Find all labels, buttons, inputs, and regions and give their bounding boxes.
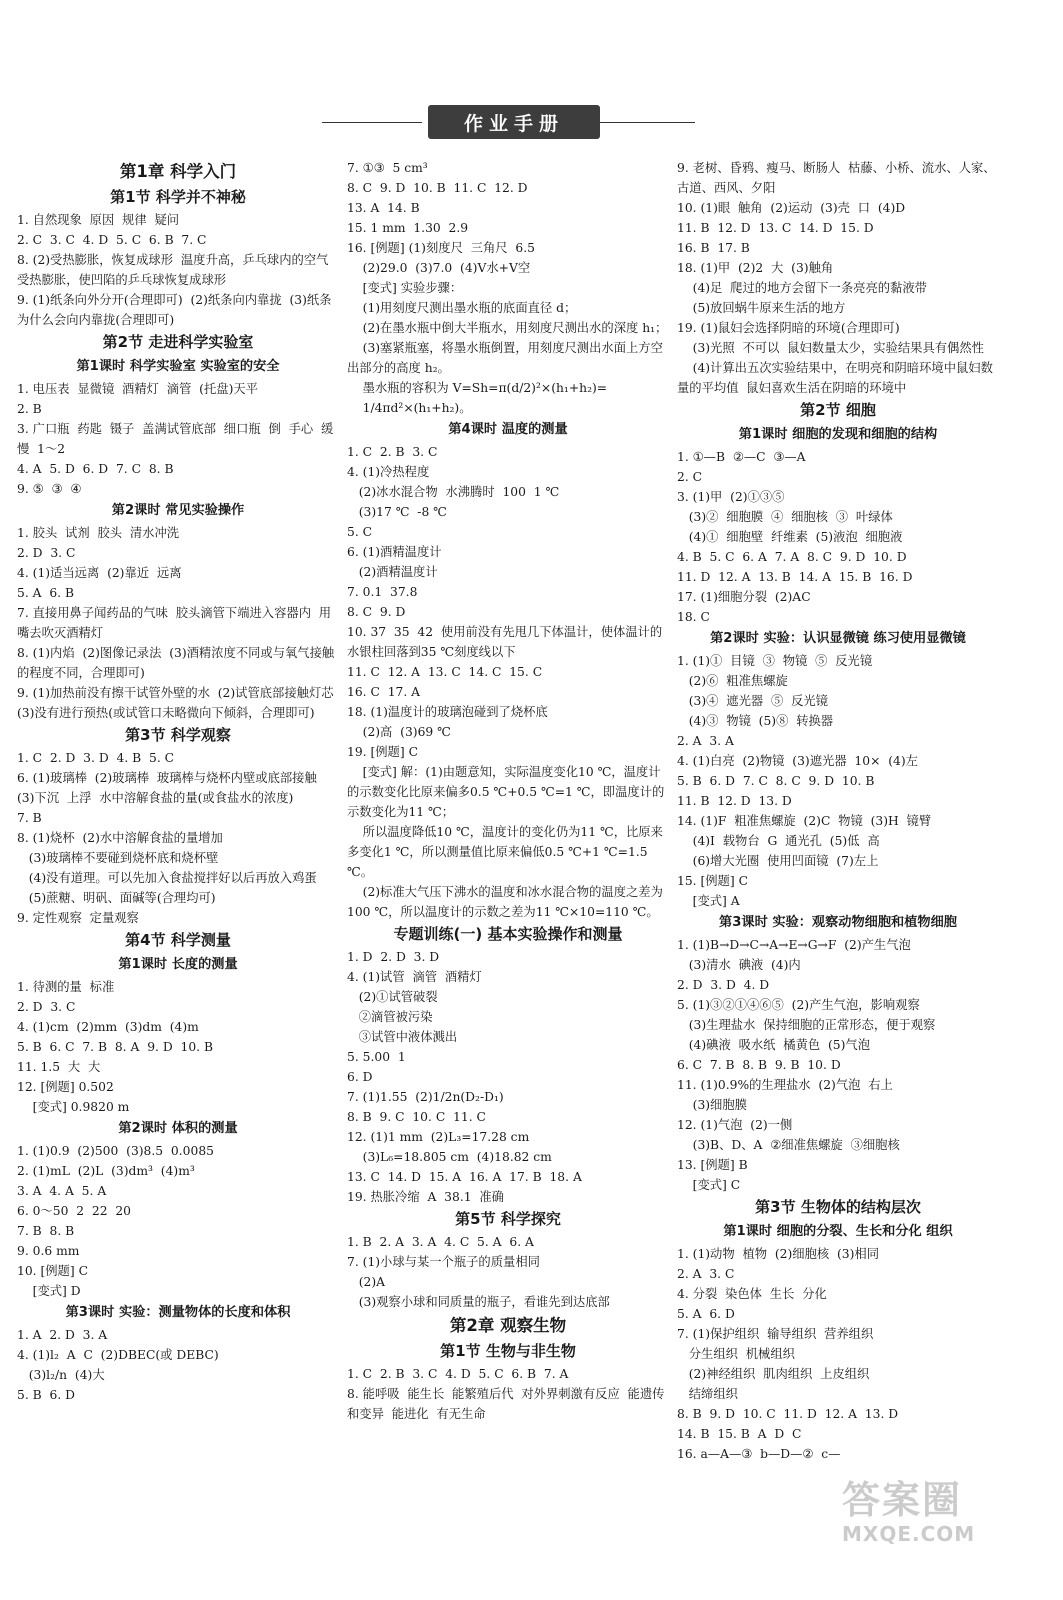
answer-line: (3)17 ℃ -8 ℃ [347,505,447,519]
lesson-heading: 第3课时 实验：测量物体的长度和体积 [65,1305,291,1320]
section-heading: 专题训练(一) 基本实验操作和测量 [393,925,623,943]
answer-line: 9. ⑤ ③ ④ [17,482,82,496]
answer-line: 1. 自然现象 原因 规律 疑问 [17,213,180,227]
answer-line: 19. 热胀冷缩 A 38.1 准确 [347,1190,504,1204]
answer-line: (4)足 爬过的地方会留下一条亮亮的黏液带 [677,281,927,295]
section-heading: 第5节 科学探究 [455,1210,561,1228]
answer-line: 1. C 2. D 3. D 4. B 5. C [17,751,175,765]
section-heading: 第3节 生物体的结构层次 [755,1198,921,1216]
answer-line: (3)④ 遮光器 ⑤ 反光镜 [677,694,828,708]
answer-line: (2)冰水混合物 水沸腾时 100 1 ℃ [347,485,560,499]
answer-line: 2. C [677,470,703,484]
lesson-heading: 第3课时 实验：观察动物细胞和植物细胞 [719,915,957,930]
answer-line: ③试管中液体溅出 [347,1030,458,1044]
answer-line: 1. C 2. B 3. C 4. D 5. C 6. B 7. A [347,1367,569,1381]
answer-line: 16. [例题] (1)刻度尺 三角尺 6.5 [347,241,535,255]
answer-line: 1. (1)① 目镜 ③ 物镜 ⑤ 反光镜 [677,654,873,668]
answer-line: 2. C 3. C 4. D 5. C 6. B 7. C [17,233,207,247]
answer-line: 7. ①③ 5 cm³ [347,161,428,175]
answer-line: 18. (1)甲 (2)2 大 (3)触角 [677,261,834,275]
banner-rule-right [600,122,695,123]
answer-line: 3. 广口瓶 药匙 镊子 盖满试管底部 细口瓶 倒 手心 缓慢 1～2 [17,422,334,456]
answer-line: 7. 0.1 37.8 [347,585,418,599]
answer-line: 18. (1)温度计的玻璃泡碰到了烧杯底 [347,705,548,719]
answer-line: 1. A 2. D 3. A [17,1328,108,1342]
answer-line: 6. D [347,1070,373,1084]
answer-line: 11. 1.5 大 大 [17,1060,101,1074]
answer-line: 2. D 3. C [17,546,76,560]
answer-line: 11. D 12. A 13. B 14. A 15. B 16. D [677,570,913,584]
answer-line: 5. A 6. B [17,586,75,600]
answer-line: 7. (1)小球与某一个瓶子的质量相同 [347,1255,540,1269]
answer-line: (4)① 细胞壁 纤维素 (5)液泡 细胞液 [677,530,903,544]
answer-line: [变式] 0.9820 m [17,1100,130,1114]
answer-line: 2. A 3. C [677,1267,735,1281]
answer-line: 9. 定性观察 定量观察 [17,911,139,925]
answer-line: 墨水瓶的容积为 V=Sh=π(d/2)²×(h₁+h₂)= [347,381,608,395]
answer-line: [变式] C [677,1178,741,1192]
answer-line: 1. C 2. B 3. C [347,445,438,459]
answer-line: 5. C [347,525,373,539]
answer-line: 4. (1)l₂ A C (2)DBEC(或 DEBC) [17,1348,219,1362]
answer-line: (1)用刻度尺测出墨水瓶的底面直径 d； [347,301,577,315]
answer-line: (3)② 细胞膜 ④ 细胞核 ③ 叶绿体 [677,510,893,524]
answer-line: 1. (1)动物 植物 (2)细胞核 (3)相同 [677,1247,880,1261]
answer-line: 分生组织 机械组织 [677,1347,795,1361]
answer-line: [变式] A [677,894,740,908]
answer-line: 6. C 7. B 8. B 9. B 10. D [677,1058,841,1072]
answer-line: 16. C 17. A [347,685,421,699]
lesson-heading: 第2课时 体积的测量 [118,1121,238,1136]
chapter-heading: 第1章 科学入门 [119,162,237,181]
answer-line: 3. A 4. A 5. A [17,1184,107,1198]
answer-line: 4. 分裂 染色体 生长 分化 [677,1287,827,1301]
answer-line: ②滴管被污染 [347,1010,433,1024]
answer-line: 16. B 17. B [677,241,750,255]
answer-line: 16. a—A—③ b—D—② c— [677,1447,841,1461]
answer-line: (3)塞紧瓶塞，将墨水瓶倒置，用刻度尺测出水面上方空出部分的高度 h₂。 [347,341,663,375]
answer-line: 12. (1)1 mm (2)L₃=17.28 cm [347,1130,530,1144]
section-heading: 第2节 走进科学实验室 [102,333,254,351]
answer-line: 9. 老树、昏鸦、瘦马、断肠人 枯藤、小桥、流水、人家、古道、西风、夕阳 [677,161,996,195]
answer-line: (3)L₆=18.805 cm (4)18.82 cm [347,1150,552,1164]
answer-line: (4)计算出五次实验结果中，在明亮和阴暗环境中鼠妇数量的平均值 鼠妇喜欢生活在阴暗的环境中 [677,361,993,395]
section-heading: 第4节 科学测量 [125,931,231,949]
answer-line: 2. D 3. C [17,1000,76,1014]
header-banner [0,105,1063,141]
answer-line: 4. (1)cm (2)mm (3)dm (4)m [17,1020,199,1034]
answer-line: 2. D 3. D 4. D [677,978,770,992]
answer-column-2 [347,158,669,1538]
answer-line: 7. 直接用鼻子闻药品的气味 胶头滴管下端进入容器内 用嘴去吹灭酒精灯 [17,606,332,640]
answer-line: 6. 0～50 2 22 20 [17,1204,131,1218]
answer-line: 18. C [677,610,710,624]
answer-line: (3)细胞膜 [677,1098,747,1112]
answer-line: 6. (1)酒精温度计 [347,545,442,559]
answer-line: 1. ①—B ②—C ③—A [677,450,806,464]
answer-line: 4. (1)适当远离 (2)靠近 远离 [17,566,182,580]
answer-line: 4. (1)白亮 (2)物镜 (3)遮光器 10× (4)左 [677,754,918,768]
answer-line: 8. B 9. D 10. C 11. D 12. A 13. D [677,1407,899,1421]
answer-line: (2)29.0 (3)7.0 (4)V水+V空 [347,261,531,275]
answer-line: 2. A 3. A [677,734,734,748]
answer-line: 8. (1)内焰 (2)图像记录法 (3)酒精浓度不同或与氧气接触的程度不同，合理即可) [17,646,335,680]
answer-line: 6. (1)玻璃棒 (2)玻璃棒 玻璃棒与烧杯内壁或底部接触 (3)下沉 上浮 水中溶解食盐的量(或食盐水的浓度) [17,771,325,805]
answer-line: 5. B 6. D 7. C 8. C 9. D 10. B [677,774,875,788]
answer-line: [变式] 实验步骤： [347,281,463,295]
answer-line: 4. (1)试管 滴管 酒精灯 [347,970,482,984]
answer-line: [变式] D [17,1284,81,1298]
lesson-heading: 第1课时 细胞的分裂、生长和分化 组织 [723,1224,953,1239]
answer-line: 9. 0.6 mm [17,1244,80,1258]
answer-line: 5. 5.00 1 [347,1050,406,1064]
answer-line: (2)A [347,1275,386,1289]
answer-line: (5)放回蜗牛原来生活的地方 [677,301,846,315]
lesson-heading: 第2课时 实验：认识显微镜 练习使用显微镜 [710,631,966,646]
chapter-heading: 第2章 观察生物 [449,1316,567,1335]
answer-line: (4)碘液 吸水纸 橘黄色 (5)气泡 [677,1038,870,1052]
answer-line: 17. (1)细胞分裂 (2)AC [677,590,811,604]
lesson-heading: 第1课时 细胞的发现和细胞的结构 [738,427,938,442]
answer-line: 11. (1)0.9%的生理盐水 (2)气泡 右上 [677,1078,893,1092]
answer-line: 5. B 6. C 7. B 8. A 9. D 10. B [17,1040,214,1054]
answer-line: (4)I 载物台 G 通光孔 (5)低 高 [677,834,880,848]
answer-line: 13. C 14. D 15. A 16. A 17. B 18. A [347,1170,582,1184]
answer-line: (2)⑥ 粗准焦螺旋 [677,674,788,688]
lesson-heading: 第4课时 温度的测量 [448,422,568,437]
lesson-heading: 第1课时 长度的测量 [118,957,238,972]
answer-line: 8. (2)受热膨胀，恢复成球形 温度升高，乒乓球内的空气受热膨胀，使凹陷的乒乓球恢复成球形 [17,253,329,287]
answer-line: 1/4πd²×(h₁+h₂)。 [347,401,472,415]
answer-line: (3)光照 不可以 鼠妇数量太少，实验结果具有偶然性 [677,341,984,355]
answer-column-3 [677,158,999,1538]
answer-line: 11. B 12. D 13. C 14. D 15. D [677,221,874,235]
answer-line: 4. B 5. C 6. A 7. A 8. C 9. D 10. D [677,550,907,564]
answer-line: 所以温度降低10 ℃，温度计的变化仍为11 ℃，比原来多变化1 ℃，所以测量值比原来偏低0.5 ℃+1 ℃=1.5 ℃。 [347,825,663,879]
answer-line: 9. (1)纸条向外分开(合理即可) (2)纸条向内靠拢 (3)纸条为什么会向内靠拢(合理即可) [17,293,332,327]
answer-line: 8. C 9. D 10. B 11. C 12. D [347,181,528,195]
answer-line: (3)观察小球和同质量的瓶子，看谁先到达底部 [347,1295,610,1309]
answer-line: (2)神经组织 肌肉组织 上皮组织 [677,1367,870,1381]
answer-line: 15. [例题] C [677,874,748,888]
lesson-heading: 第2课时 常见实验操作 [111,503,245,518]
answer-line: 2. (1)mL (2)L (3)dm³ (4)m³ [17,1164,195,1178]
answer-line: 12. [例题] 0.502 [17,1080,114,1094]
watermark-text: 答案圈 [842,1478,963,1522]
answer-line: 3. (1)甲 (2)①③⑤ [677,490,785,504]
answer-line: (2)酒精温度计 [347,565,438,579]
answer-line: 1. 待测的量 标准 [17,980,115,994]
answer-line: 13. [例题] B [677,1158,748,1172]
answer-line: 1. 电压表 显微镜 酒精灯 滴管 (托盘)天平 [17,382,258,396]
answer-line: 结缔组织 [677,1387,738,1401]
answer-line: 4. (1)冷热程度 [347,465,430,479]
answer-line: (2)①试管破裂 [347,990,438,1004]
answer-line: 9. (1)加热前没有擦干试管外壁的水 (2)试管底部接触灯芯 (3)没有进行预热(或试管口未略微向下倾斜，合理即可) [17,686,342,720]
answer-line: 1. (1)B→D→C→A→E→G→F (2)产生气泡 [677,938,911,952]
answer-line: (3)l₂/n (4)大 [17,1368,105,1382]
answer-line: 5. A 6. D [677,1307,735,1321]
answer-line: 14. B 15. B A D C [677,1427,802,1441]
answer-line: 10. (1)眼 触角 (2)运动 (3)壳 口 (4)D [677,201,906,215]
answer-line: 1. 胶头 试剂 胶头 清水冲洗 [17,526,180,540]
answer-line: (2)在墨水瓶中倒大半瓶水，用刻度尺测出水的深度 h₁； [347,321,668,335]
answer-line: 1. B 2. A 3. A 4. C 5. A 6. A [347,1235,534,1249]
answer-line: 13. A 14. B [347,201,420,215]
answer-line: (4)没有道理。可以先加入食盐搅拌好以后再放入鸡蛋 [17,871,317,885]
answer-line: 7. (1)1.55 (2)1/2n(D₂-D₁) [347,1090,504,1104]
answer-line: 7. B [17,811,42,825]
answer-line: 5. B 6. D [17,1388,75,1402]
section-heading: 第3节 科学观察 [125,726,231,744]
answer-line: 1. D 2. D 3. D [347,950,440,964]
answer-line: (6)增大光圈 使用凹面镜 (7)左上 [677,854,879,868]
answer-line: 1. (1)0.9 (2)500 (3)8.5 0.0085 [17,1144,214,1158]
section-heading: 第1节 生物与非生物 [440,1342,576,1360]
answer-line: (5)蔗糖、明矾、面碱等(合理均可) [17,891,216,905]
banner-rule-left [322,122,422,123]
answer-line: 7. B 8. B [17,1224,75,1238]
answer-line: (3)清水 碘液 (4)内 [677,958,801,972]
answer-line: 5. (1)③②①④⑥⑤ (2)产生气泡，影响观察 [677,998,920,1012]
answer-line: 19. (1)鼠妇会选择阴暗的环境(合理即可) [677,321,900,335]
answer-line: (2)标准大气压下沸水的温度和冰水混合物的温度之差为100 ℃，所以温度计的示数之差为11 ℃×10=110 ℃。 [347,885,663,919]
watermark-url: MXQE.COM [842,1522,976,1546]
answer-line: 2. B [17,402,42,416]
section-heading: 第1节 科学并不神秘 [110,188,246,206]
answer-line: 8. C 9. D [347,605,406,619]
answer-line: 14. (1)F 粗准焦螺旋 (2)C 物镜 (3)H 镜臂 [677,814,932,828]
answer-line: 15. 1 mm 1.30 2.9 [347,221,469,235]
answer-line: 7. (1)保护组织 输导组织 营养组织 [677,1327,874,1341]
answer-line: 8. (1)烧杯 (2)水中溶解食盐的量增加 [17,831,223,845]
lesson-heading: 第1课时 科学实验室 实验室的安全 [76,359,280,374]
answer-line: (3)B、D、A ②细准焦螺旋 ③细胞核 [677,1138,900,1152]
answer-line: 10. 37 35 42 使用前没有先甩几下体温计，使体温计的水银柱回落到35 ℃刻度线以下 [347,625,663,659]
watermark-logo [842,1478,1042,1558]
answer-line: 4. A 5. D 6. D 7. C 8. B [17,462,174,476]
section-heading: 第2节 细胞 [800,401,876,419]
answer-line: 12. (1)气泡 (2)一侧 [677,1118,793,1132]
answer-line: (2)高 (3)69 ℃ [347,725,451,739]
answer-line: 11. C 12. A 13. C 14. C 15. C [347,665,543,679]
answer-line: 8. B 9. C 10. C 11. C [347,1110,486,1124]
banner-title: 作业手册 [428,105,600,139]
answer-line: 19. [例题] C [347,745,418,759]
answer-line: (3)生理盐水 保持细胞的正常形态，便于观察 [677,1018,936,1032]
answer-line: 10. [例题] C [17,1264,88,1278]
answer-line: 8. 能呼吸 能生长 能繁殖后代 对外界刺激有反应 能遗传和变异 能进化 有无生命 [347,1387,665,1421]
answer-line: [变式] 解：(1)由题意知，实际温度变化10 ℃，温度计的示数变化比原来偏多0.5 ℃+0.5 ℃=1 ℃，即温度计的示数变化为11 ℃； [347,765,665,819]
answer-line: (3)玻璃棒不要碰到烧杯底和烧杯壁 [17,851,219,865]
answer-line: 11. B 12. D 13. D [677,794,792,808]
answer-line: (4)③ 物镜 (5)⑧ 转换器 [677,714,834,728]
answer-column-1 [17,158,342,1538]
